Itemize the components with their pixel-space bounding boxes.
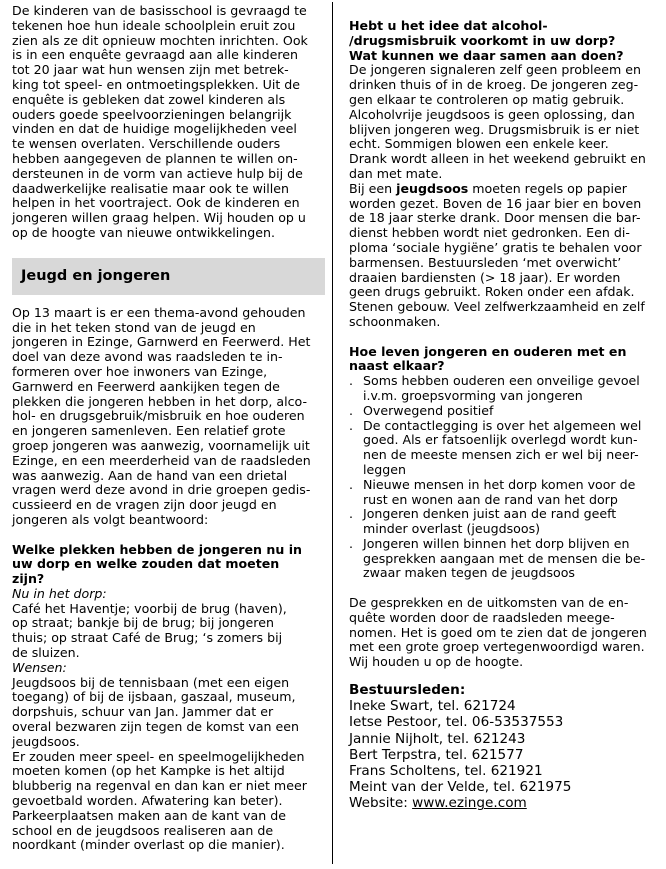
bullet-dot: . [349, 535, 354, 551]
right-column [349, 0, 649, 869]
section-title: Jeugd en jongeren [21, 267, 171, 284]
board-title: Bestuursleden: [349, 682, 466, 699]
list-item: . De contactlegging is over het algemeen wel goed. Als er fatsoenlijk overlegd wordt kun- nen de meeste mensen zich er wel bij neer- leggen [349, 417, 642, 477]
list-item: . Nieuwe mensen in het dorp komen voor de rust en wonen aan de rand van het dorp [349, 476, 636, 507]
intro-paragraph: De kinderen van de basisschool is gevraagd te tekenen hoe hun ideale schoolplein eruit zou zien als ze dit opnieuw mochten inrichten. Ook is in een enquête gevraagd aan alle kinderen tot 20 jaar wat hun wensen zijn met betrek- king tot speel- en ontmoetingsplekken. Uit de enquête is gebleken dat zowel kinderen als ouders goede speelvoorzieningen belangrijk vinden en dat de huidige mogelijkheden veel te wensen overlaten. Verschillende ouders hebben aangegeven de plannen te willen on- dersteunen in de vorm van actieve hulp bij de daadwerkelijke realisatie maar ook te willen helpen in het voortraject. Ook de kinderen en jongeren willen graag helpen. Wij houden op u op de hoogte van nieuwe ontwikkelingen. [12, 3, 308, 240]
now-label: Nu in het dorp: [12, 585, 107, 601]
list-item: . Overwegend positief [349, 402, 494, 418]
section-heading-jeugd [12, 258, 325, 295]
board-member: Ietse Pestoor, tel. 06-53537553 [349, 714, 564, 731]
jeugdsoos-emphasis: jeugdsoos [396, 180, 469, 196]
list-item: . Jongeren willen binnen het dorp blijven en gesprekken aangaan met de mensen die be- zwaar maken tegen de jeugdsoos [349, 535, 646, 581]
website-link[interactable]: www.ezinge.com [412, 795, 527, 812]
board-member: Meint van der Velde, tel. 621975 [349, 779, 572, 796]
closing-paragraph: De gesprekken en de uitkomsten van de en- quête worden door de raadsleden meege- nomen. Het is goed om te zien dat de jongeren met een grote groep vertegenwoordigd waren. Wij houden u op de hoogte. [349, 595, 647, 670]
question-alcohol: Hebt u het idee dat alcohol- /drugsmisbruik voorkomt in uw dorp? Wat kunnen we daar samen aan doen? [349, 18, 624, 63]
board-member: Bert Terpstra, tel. 621577 [349, 746, 524, 763]
board-member: Frans Scholtens, tel. 621921 [349, 763, 543, 780]
board-member: Jannie Nijholt, tel. 621243 [349, 730, 526, 747]
board-members [349, 682, 649, 812]
list-item: . Jongeren denken juist aan de rand geeft minder overlast (jeugdsoos) [349, 506, 617, 537]
answer-alcohol-b: Bij een jeugdsoos moeten regels op papier worden gezet. Boven de 16 jaar bier en boven de 18 jaar sterke drank. Door mensen die bar- dienst hebben wordt niet gedronken. Een di- ploma ‘sociale hygiëne’ gratis te behalen voor barmensen. Bestuursleden ‘met overwicht’ draaien bardiensten (> 18 jaar). Er worden geen drugs gebruikt. Roken onder een afdak. Stenen gebouw. Veel zelfwerkzaamheid en zelf schoonmaken. [349, 180, 645, 329]
list-item: . Soms hebben ouderen een onveilige gevoel i.v.m. groepsvorming van jongeren [349, 373, 640, 403]
website-line [349, 795, 649, 811]
answer-alcohol-a: De jongeren signaleren zelf geen probleem en drinken thuis of in de kroeg. De jongeren zeg- gen elkaar te controleren op matig gebruik. Alcoholvrije jeugdsoos is geen oplossing, dan blijven jongeren weg. Drugsmisbruik is er niet echt. Sommigen blowen een enkele keer. Drank wordt alleen in het weekend gebruikt en dan met mate. [349, 62, 646, 181]
wishes-label: Wensen: [12, 659, 67, 675]
bullet-dot: . [349, 476, 354, 492]
meeting-paragraph: Op 13 maart is er een thema-avond gehouden die in het teken stond van de jeugd en jongeren in Ezinge, Garnwerd en Feerwerd. Het doel van deze avond was raadsleden te in- formeren over hoe inwoners van Ezinge, Garnwerd en Feerwerd aankijken tegen de plekken die jongeren hebben in het dorp, alco- hol- en drugsgebruik/misbruik en hoe ouderen en jongeren samenleven. Een relatief grote groep jongeren was aanwezig, voornamelijk uit Ezinge, en een meerderheid van de raadsleden was aanwezig. Aan de hand van een drietal vragen werd deze avond in drie groepen gedis- cussieerd en de vragen zijn door jeugd en jongeren als volgt beantwoord: [12, 304, 311, 527]
question-living: Hoe leven jongeren en ouderen met en naast elkaar? [349, 343, 627, 374]
bullet-dot: . [349, 506, 354, 522]
bullet-dot: . [349, 402, 354, 418]
left-column [12, 0, 325, 869]
bullet-dot: . [349, 417, 354, 433]
column-divider [332, 2, 333, 864]
bullet-dot: . [349, 373, 354, 389]
bullet-list [349, 374, 649, 581]
board-member: Ineke Swart, tel. 621724 [349, 698, 516, 715]
now-text: Café het Haventje; voorbij de brug (haven), op straat; bankje bij de brug; bij jongeren thuis; op straat Café de Brug; ‘s zomers bij de sluizen. [12, 600, 287, 661]
wishes-text: Jeugdsoos bij de tennisbaan (met een eigen toegang) of bij de ijsbaan, gaszaal, museum, dorpshuis, schuur van Jan. Jammer dat er overal bezwaren zijn tegen de komst van een jeugdsoos. Er zouden meer speel- en speelmogelijkheden moeten komen (op het Kampke is het altijd blubberig na regenval en dan kan er niet meer gevoetbald worden. Afwatering kan beter). Parkeerplaatsen maken aan de kant van de school en de jeugdsoos realiseren aan de noordkant (minder overlast op die manier). [12, 674, 307, 853]
question-places: Welke plekken hebben de jongeren nu in uw dorp en welke zouden dat moeten zijn? [12, 541, 303, 587]
website-label: Website: [349, 795, 413, 812]
